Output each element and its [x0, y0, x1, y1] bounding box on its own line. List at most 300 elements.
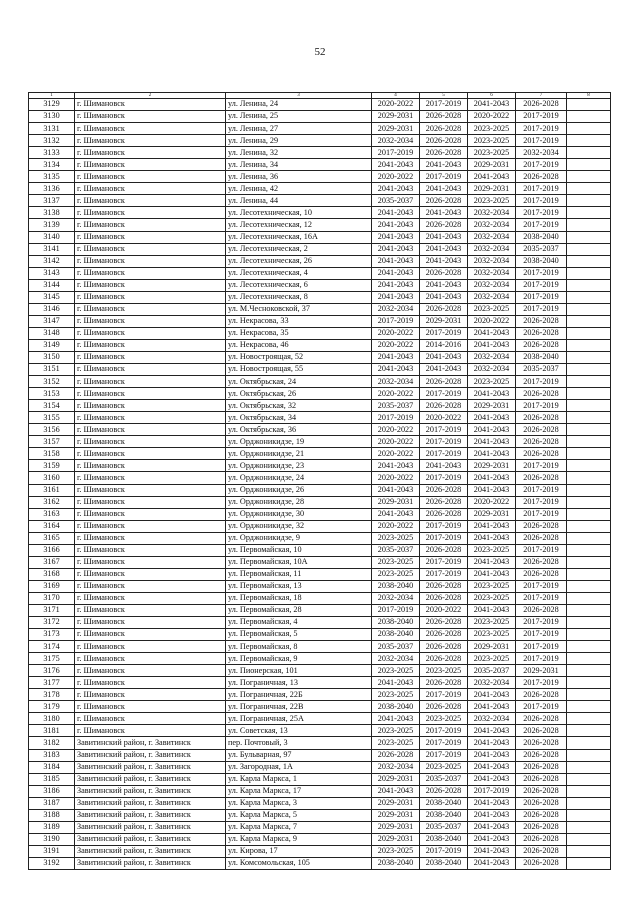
empty-cell	[567, 400, 611, 412]
period-col6: 2029-2031	[468, 183, 516, 195]
period-col6: 2041-2043	[468, 761, 516, 773]
empty-cell	[567, 713, 611, 725]
period-col4: 2020-2022	[372, 99, 420, 111]
row-number: 3169	[29, 580, 75, 592]
period-col4: 2020-2022	[372, 424, 420, 436]
row-number: 3171	[29, 604, 75, 616]
period-col7: 2026-2028	[516, 761, 567, 773]
settlement: г. Шимановск	[75, 376, 226, 388]
period-col7: 2026-2028	[516, 809, 567, 821]
period-col7: 2017-2019	[516, 544, 567, 556]
settlement: г. Шимановск	[75, 123, 226, 135]
period-col4: 2029-2031	[372, 123, 420, 135]
period-col5: 2026-2028	[420, 677, 468, 689]
address: ул. Ленина, 27	[226, 123, 372, 135]
period-col4: 2041-2043	[372, 460, 420, 472]
address: ул. Первомайская, 18	[226, 592, 372, 604]
period-col6: 2041-2043	[468, 99, 516, 111]
period-col6: 2029-2031	[468, 641, 516, 653]
period-col5: 2026-2028	[420, 195, 468, 207]
row-number: 3133	[29, 147, 75, 159]
table-row	[29, 556, 611, 568]
period-col5: 2038-2040	[420, 857, 468, 869]
period-col7: 2017-2019	[516, 617, 567, 629]
period-col6: 2041-2043	[468, 448, 516, 460]
settlement: г. Шимановск	[75, 364, 226, 376]
period-col4: 2041-2043	[372, 255, 420, 267]
empty-cell	[567, 641, 611, 653]
row-number: 3182	[29, 737, 75, 749]
empty-cell	[567, 448, 611, 460]
address: ул. Лесотехническая, 8	[226, 291, 372, 303]
table-row	[29, 713, 611, 725]
period-col6: 2041-2043	[468, 737, 516, 749]
period-col5: 2026-2028	[420, 785, 468, 797]
empty-cell	[567, 749, 611, 761]
period-col7: 2017-2019	[516, 508, 567, 520]
period-col5: 2020-2022	[420, 604, 468, 616]
period-col6: 2023-2025	[468, 195, 516, 207]
empty-cell	[567, 761, 611, 773]
table-row	[29, 761, 611, 773]
period-col4: 2035-2037	[372, 195, 420, 207]
row-number: 3178	[29, 689, 75, 701]
row-number: 3167	[29, 556, 75, 568]
address: ул. Лесотехническая, 2	[226, 243, 372, 255]
period-col6: 2041-2043	[468, 833, 516, 845]
period-col7: 2026-2028	[516, 797, 567, 809]
period-col5: 2026-2028	[420, 496, 468, 508]
row-number: 3186	[29, 785, 75, 797]
empty-cell	[567, 617, 611, 629]
period-col4: 2029-2031	[372, 821, 420, 833]
empty-cell	[567, 424, 611, 436]
period-col5: 2026-2028	[420, 303, 468, 315]
address: ул. Октябрьская, 26	[226, 388, 372, 400]
row-number: 3144	[29, 279, 75, 291]
empty-cell	[567, 556, 611, 568]
period-col7: 2026-2028	[516, 689, 567, 701]
address: ул. Ленина, 25	[226, 111, 372, 123]
table-row	[29, 532, 611, 544]
address: ул. Орджоникидзе, 32	[226, 520, 372, 532]
period-col6: 2023-2025	[468, 580, 516, 592]
settlement: г. Шимановск	[75, 219, 226, 231]
settlement: г. Шимановск	[75, 508, 226, 520]
period-col5: 2017-2019	[420, 436, 468, 448]
address: ул. Первомайская, 4	[226, 617, 372, 629]
period-col6: 2041-2043	[468, 821, 516, 833]
settlement: г. Шимановск	[75, 532, 226, 544]
period-col4: 2020-2022	[372, 520, 420, 532]
row-number: 3175	[29, 653, 75, 665]
table-row	[29, 99, 611, 111]
column-number: 1	[29, 93, 75, 99]
period-col7: 2017-2019	[516, 267, 567, 279]
table-row	[29, 339, 611, 351]
address: ул. Некрасова, 33	[226, 315, 372, 327]
period-col4: 2017-2019	[372, 412, 420, 424]
table-row	[29, 400, 611, 412]
column-number: 2	[75, 93, 226, 99]
row-number: 3139	[29, 219, 75, 231]
address: ул. Ленина, 44	[226, 195, 372, 207]
address: ул. Лесотехническая, 12	[226, 219, 372, 231]
settlement: г. Шимановск	[75, 629, 226, 641]
empty-cell	[567, 833, 611, 845]
table-row	[29, 785, 611, 797]
settlement: г. Шимановск	[75, 207, 226, 219]
row-number: 3147	[29, 315, 75, 327]
period-col5: 2026-2028	[420, 592, 468, 604]
period-col5: 2041-2043	[420, 243, 468, 255]
row-number: 3136	[29, 183, 75, 195]
settlement: г. Шимановск	[75, 255, 226, 267]
empty-cell	[567, 532, 611, 544]
period-col5: 2017-2019	[420, 388, 468, 400]
period-col6: 2041-2043	[468, 773, 516, 785]
period-col5: 2026-2028	[420, 135, 468, 147]
table-row	[29, 592, 611, 604]
period-col4: 2029-2031	[372, 797, 420, 809]
period-col5: 2017-2019	[420, 556, 468, 568]
period-col7: 2026-2028	[516, 315, 567, 327]
period-col5: 2017-2019	[420, 472, 468, 484]
period-col4: 2020-2022	[372, 339, 420, 351]
row-number: 3141	[29, 243, 75, 255]
empty-cell	[567, 135, 611, 147]
address: ул. Ленина, 29	[226, 135, 372, 147]
table-row	[29, 520, 611, 532]
settlement: Завитинский район, г. Завитинск	[75, 821, 226, 833]
period-col5: 2041-2043	[420, 279, 468, 291]
address: ул. Ленина, 36	[226, 171, 372, 183]
period-col7: 2026-2028	[516, 737, 567, 749]
row-number: 3160	[29, 472, 75, 484]
address: ул. Карла Маркса, 17	[226, 785, 372, 797]
period-col6: 2041-2043	[468, 604, 516, 616]
row-number: 3181	[29, 725, 75, 737]
period-col4: 2032-2034	[372, 135, 420, 147]
settlement: г. Шимановск	[75, 412, 226, 424]
period-col6: 2023-2025	[468, 123, 516, 135]
period-col7: 2017-2019	[516, 653, 567, 665]
period-col6: 2023-2025	[468, 653, 516, 665]
period-col7: 2017-2019	[516, 207, 567, 219]
period-col7: 2026-2028	[516, 604, 567, 616]
address: ул. Карла Маркса, 9	[226, 833, 372, 845]
period-col7: 2017-2019	[516, 400, 567, 412]
period-col7: 2035-2037	[516, 243, 567, 255]
empty-cell	[567, 243, 611, 255]
row-number: 3134	[29, 159, 75, 171]
empty-cell	[567, 231, 611, 243]
settlement: г. Шимановск	[75, 231, 226, 243]
period-col4: 2041-2043	[372, 713, 420, 725]
period-col7: 2017-2019	[516, 279, 567, 291]
settlement: г. Шимановск	[75, 677, 226, 689]
address: ул. Лесотехническая, 26	[226, 255, 372, 267]
period-col5: 2026-2028	[420, 580, 468, 592]
table-row	[29, 436, 611, 448]
empty-cell	[567, 725, 611, 737]
row-number: 3187	[29, 797, 75, 809]
period-col7: 2026-2028	[516, 532, 567, 544]
period-col6: 2023-2025	[468, 544, 516, 556]
empty-cell	[567, 99, 611, 111]
table-row	[29, 123, 611, 135]
period-col4: 2017-2019	[372, 604, 420, 616]
address: ул. Октябрьская, 32	[226, 400, 372, 412]
settlement: Завитинский район, г. Завитинск	[75, 785, 226, 797]
period-col6: 2023-2025	[468, 592, 516, 604]
period-col4: 2023-2025	[372, 845, 420, 857]
empty-cell	[567, 821, 611, 833]
settlement: г. Шимановск	[75, 291, 226, 303]
settlement: г. Шимановск	[75, 195, 226, 207]
row-number: 3190	[29, 833, 75, 845]
period-col4: 2020-2022	[372, 436, 420, 448]
period-col4: 2029-2031	[372, 773, 420, 785]
row-number: 3158	[29, 448, 75, 460]
period-col7: 2026-2028	[516, 327, 567, 339]
row-number: 3154	[29, 400, 75, 412]
settlement: г. Шимановск	[75, 713, 226, 725]
column-number: 4	[372, 93, 420, 99]
period-col4: 2032-2034	[372, 761, 420, 773]
period-col7: 2017-2019	[516, 159, 567, 171]
address: ул. Первомайская, 9	[226, 653, 372, 665]
row-number: 3137	[29, 195, 75, 207]
table-row	[29, 496, 611, 508]
period-col6: 2032-2034	[468, 279, 516, 291]
settlement: г. Шимановск	[75, 592, 226, 604]
period-col5: 2038-2040	[420, 809, 468, 821]
table-row	[29, 845, 611, 857]
table-row	[29, 111, 611, 123]
period-col4: 2041-2043	[372, 508, 420, 520]
period-col5: 2017-2019	[420, 171, 468, 183]
table-row	[29, 183, 611, 195]
table-row	[29, 315, 611, 327]
period-col7: 2038-2040	[516, 351, 567, 363]
settlement: г. Шимановск	[75, 159, 226, 171]
settlement: г. Шимановск	[75, 617, 226, 629]
row-number: 3189	[29, 821, 75, 833]
address: ул. Пограничная, 22В	[226, 701, 372, 713]
settlement: г. Шимановск	[75, 484, 226, 496]
address: ул. Ленина, 32	[226, 147, 372, 159]
row-number: 3142	[29, 255, 75, 267]
period-col4: 2038-2040	[372, 629, 420, 641]
period-col6: 2032-2034	[468, 207, 516, 219]
empty-cell	[567, 580, 611, 592]
address: ул. Карла Маркса, 3	[226, 797, 372, 809]
row-number: 3177	[29, 677, 75, 689]
table-row	[29, 484, 611, 496]
settlement: Завитинский район, г. Завитинск	[75, 737, 226, 749]
period-col5: 2026-2028	[420, 111, 468, 123]
row-number: 3151	[29, 364, 75, 376]
period-col7: 2026-2028	[516, 339, 567, 351]
settlement: Завитинский район, г. Завитинск	[75, 809, 226, 821]
row-number: 3174	[29, 641, 75, 653]
settlement: г. Шимановск	[75, 496, 226, 508]
period-col7: 2017-2019	[516, 376, 567, 388]
period-col7: 2017-2019	[516, 303, 567, 315]
period-col6: 2041-2043	[468, 689, 516, 701]
empty-cell	[567, 111, 611, 123]
period-col7: 2026-2028	[516, 472, 567, 484]
empty-cell	[567, 508, 611, 520]
row-number: 3179	[29, 701, 75, 713]
period-col4: 2029-2031	[372, 496, 420, 508]
empty-cell	[567, 291, 611, 303]
table-row	[29, 412, 611, 424]
settlement: г. Шимановск	[75, 544, 226, 556]
period-col4: 2029-2031	[372, 833, 420, 845]
period-col4: 2023-2025	[372, 532, 420, 544]
period-col5: 2041-2043	[420, 351, 468, 363]
period-col4: 2041-2043	[372, 219, 420, 231]
settlement: г. Шимановск	[75, 424, 226, 436]
period-col6: 2032-2034	[468, 291, 516, 303]
period-col4: 2035-2037	[372, 544, 420, 556]
settlement: г. Шимановск	[75, 315, 226, 327]
table-row	[29, 460, 611, 472]
row-number: 3166	[29, 544, 75, 556]
period-col4: 2041-2043	[372, 484, 420, 496]
settlement: Завитинский район, г. Завитинск	[75, 833, 226, 845]
period-col5: 2041-2043	[420, 460, 468, 472]
row-number: 3129	[29, 99, 75, 111]
row-number: 3162	[29, 496, 75, 508]
period-col6: 2041-2043	[468, 568, 516, 580]
address: ул. Первомайская, 13	[226, 580, 372, 592]
period-col6: 2032-2034	[468, 231, 516, 243]
period-col7: 2017-2019	[516, 496, 567, 508]
period-col6: 2023-2025	[468, 303, 516, 315]
column-number: 5	[420, 93, 468, 99]
settlement: г. Шимановск	[75, 701, 226, 713]
period-col6: 2041-2043	[468, 472, 516, 484]
period-col7: 2026-2028	[516, 785, 567, 797]
period-col5: 2026-2028	[420, 544, 468, 556]
settlement: Завитинский район, г. Завитинск	[75, 857, 226, 869]
period-col5: 2038-2040	[420, 833, 468, 845]
address: ул. Новостроящая, 52	[226, 351, 372, 363]
period-col6: 2023-2025	[468, 147, 516, 159]
period-col7: 2017-2019	[516, 183, 567, 195]
row-number: 3148	[29, 327, 75, 339]
table-row	[29, 171, 611, 183]
empty-cell	[567, 183, 611, 195]
empty-cell	[567, 219, 611, 231]
address: ул. Октябрьская, 36	[226, 424, 372, 436]
empty-cell	[567, 665, 611, 677]
empty-cell	[567, 207, 611, 219]
settlement: г. Шимановск	[75, 460, 226, 472]
period-col5: 2017-2019	[420, 327, 468, 339]
table-row	[29, 508, 611, 520]
period-col7: 2026-2028	[516, 568, 567, 580]
row-number: 3143	[29, 267, 75, 279]
address: ул. Ленина, 42	[226, 183, 372, 195]
address: ул. Первомайская, 5	[226, 629, 372, 641]
table-row	[29, 351, 611, 363]
empty-cell	[567, 568, 611, 580]
period-col7: 2017-2019	[516, 592, 567, 604]
period-col6: 2032-2034	[468, 713, 516, 725]
period-col6: 2023-2025	[468, 617, 516, 629]
address: ул. Бульварная, 97	[226, 749, 372, 761]
empty-cell	[567, 364, 611, 376]
table-row	[29, 544, 611, 556]
period-col5: 2026-2028	[420, 617, 468, 629]
period-col7: 2026-2028	[516, 773, 567, 785]
address: ул. Ленина, 24	[226, 99, 372, 111]
period-col6: 2041-2043	[468, 424, 516, 436]
row-number: 3140	[29, 231, 75, 243]
empty-cell	[567, 544, 611, 556]
empty-cell	[567, 677, 611, 689]
empty-cell	[567, 351, 611, 363]
address: ул. Орджоникидзе, 9	[226, 532, 372, 544]
row-number: 3191	[29, 845, 75, 857]
empty-cell	[567, 267, 611, 279]
settlement: г. Шимановск	[75, 303, 226, 315]
period-col4: 2032-2034	[372, 653, 420, 665]
period-col4: 2041-2043	[372, 291, 420, 303]
empty-cell	[567, 484, 611, 496]
empty-cell	[567, 315, 611, 327]
period-col6: 2023-2025	[468, 376, 516, 388]
row-number: 3176	[29, 665, 75, 677]
address: ул. Орджоникидзе, 26	[226, 484, 372, 496]
empty-cell	[567, 785, 611, 797]
period-col4: 2041-2043	[372, 364, 420, 376]
period-col7: 2029-2031	[516, 665, 567, 677]
period-col5: 2023-2025	[420, 665, 468, 677]
settlement: г. Шимановск	[75, 665, 226, 677]
address: ул. Первомайская, 8	[226, 641, 372, 653]
settlement: г. Шимановск	[75, 147, 226, 159]
period-col7: 2017-2019	[516, 291, 567, 303]
empty-cell	[567, 339, 611, 351]
row-number: 3192	[29, 857, 75, 869]
empty-cell	[567, 701, 611, 713]
table-row	[29, 833, 611, 845]
period-col4: 2023-2025	[372, 665, 420, 677]
table-row	[29, 291, 611, 303]
period-col5: 2035-2037	[420, 773, 468, 785]
empty-cell	[567, 436, 611, 448]
period-col7: 2017-2019	[516, 111, 567, 123]
period-col7: 2026-2028	[516, 725, 567, 737]
period-col6: 2041-2043	[468, 339, 516, 351]
period-col5: 2026-2028	[420, 123, 468, 135]
period-col4: 2041-2043	[372, 677, 420, 689]
table-row	[29, 219, 611, 231]
address: ул. Некрасова, 46	[226, 339, 372, 351]
period-col6: 2041-2043	[468, 532, 516, 544]
row-number: 3155	[29, 412, 75, 424]
settlement: г. Шимановск	[75, 339, 226, 351]
period-col7: 2017-2019	[516, 580, 567, 592]
table-row	[29, 376, 611, 388]
column-number: 6	[468, 93, 516, 99]
period-col7: 2026-2028	[516, 845, 567, 857]
